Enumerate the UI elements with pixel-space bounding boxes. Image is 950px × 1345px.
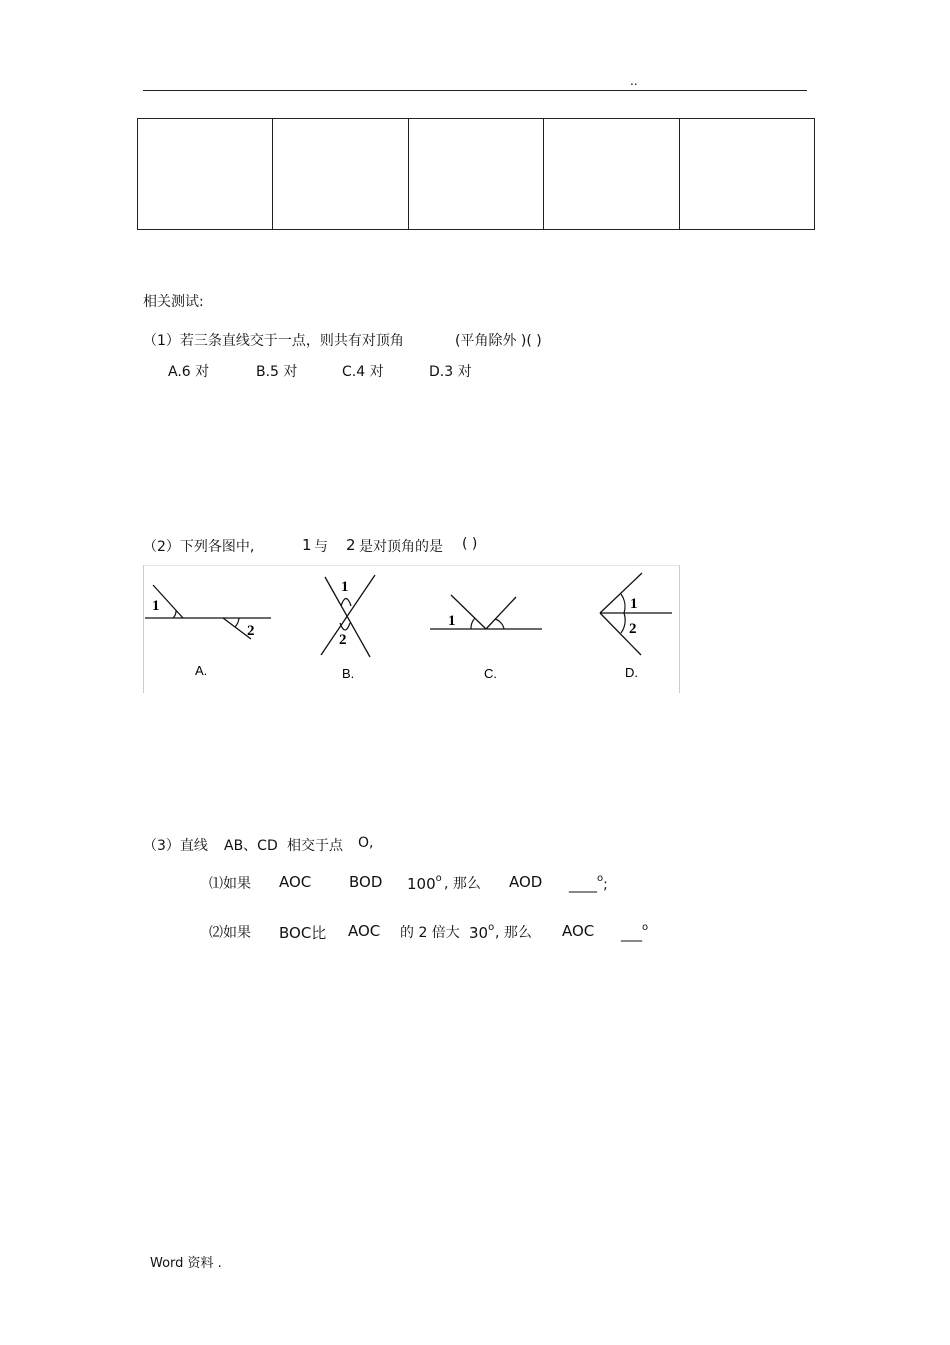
figure-a-angle-1: 1 xyxy=(152,598,160,614)
header-mark: .. xyxy=(630,74,638,88)
figure-b-label: B. xyxy=(342,666,355,681)
q3-sub1-bod: BOD xyxy=(349,873,383,891)
table-cell xyxy=(273,119,408,230)
q2-suffix: 是对顶角的是 xyxy=(359,539,443,555)
q1-option-c: C.4 对 xyxy=(342,364,384,380)
q3-point-o: O, xyxy=(358,835,374,851)
q3-sub1-label: ⑴如果 xyxy=(209,876,251,892)
q3-sub2-value-number: 30 xyxy=(469,924,489,942)
table-cell xyxy=(544,119,679,230)
q3-text: （3）直线 xyxy=(143,838,208,854)
q3-sub1-blank: ____ xyxy=(569,877,597,893)
q3-sub2-label: ⑵如果 xyxy=(209,925,251,941)
q3-sub2-boc: BOC比 xyxy=(279,924,327,942)
q3-sub2-value xyxy=(469,922,494,942)
q3-sub1-answer xyxy=(569,873,608,893)
q1-option-b: B.5 对 xyxy=(256,364,298,380)
figure-a xyxy=(145,585,271,678)
figure-d-angle-2: 2 xyxy=(629,621,637,637)
footer: Word 资料 . xyxy=(150,1256,222,1271)
section-title: 相关测试: xyxy=(143,294,204,310)
header-rule xyxy=(143,90,807,91)
q1-option-a: A.6 对 xyxy=(168,364,210,380)
table-row xyxy=(138,119,815,230)
q3-sub1-degree: o xyxy=(435,873,442,884)
figure-b-angle-2: 2 xyxy=(339,632,347,648)
q3-sub2-degree-2: o xyxy=(642,922,649,933)
figure-c xyxy=(430,595,542,681)
q3-sub1-value-number: 100 xyxy=(407,875,436,893)
figure-b-angle-1: 1 xyxy=(341,579,349,595)
table-cell xyxy=(679,119,814,230)
figure-a-label: A. xyxy=(195,663,208,678)
q2-paren: ( ) xyxy=(462,536,478,552)
q3-sub2-text2: , 那么 xyxy=(495,925,532,941)
q3-sub1-text: , 那么 xyxy=(444,876,481,892)
figure-d-angle-1: 1 xyxy=(630,596,638,612)
figure-d-label: D. xyxy=(625,665,638,680)
q3-sub2-degree: o xyxy=(488,922,495,933)
figure-d xyxy=(600,573,672,680)
angle-figures xyxy=(143,565,680,693)
q3-sub1-value xyxy=(407,873,442,893)
q3-sub1-degree-2: o xyxy=(597,873,604,884)
empty-table xyxy=(137,118,815,230)
q3-sub2-answer xyxy=(621,922,648,942)
figure-a-angle-2: 2 xyxy=(247,623,255,639)
q1-option-d: D.3 对 xyxy=(429,364,472,380)
figure-c-label: C. xyxy=(484,666,497,681)
q2-num1: 1 xyxy=(302,536,312,554)
q3-sub1-end: ; xyxy=(603,877,608,893)
q2-mid: 与 xyxy=(314,539,328,555)
angle-figures-svg xyxy=(143,565,680,693)
q3-sub1-aod: AOD xyxy=(509,873,543,891)
q3-text2: 相交于点 xyxy=(287,838,343,854)
q3-ab-cd: AB、CD xyxy=(224,838,278,854)
q2-num2: 2 xyxy=(346,536,356,554)
figure-b xyxy=(321,575,375,681)
q3-sub1-aoc: AOC xyxy=(279,873,312,891)
q2-prefix: （2）下列各图中, xyxy=(143,539,255,555)
q3-sub2-text: 的 2 倍大 xyxy=(400,925,460,941)
table-cell xyxy=(138,119,273,230)
q3-sub2-blank: ___ xyxy=(621,926,642,942)
table-cell xyxy=(408,119,543,230)
q3-sub2-aoc: AOC xyxy=(348,922,381,940)
q3-sub2-aoc-answer: AOC xyxy=(562,922,595,940)
q1-text: （1）若三条直线交于一点，则共有对顶角 xyxy=(143,333,404,349)
q1-paren: (平角除外 )( ) xyxy=(455,333,542,349)
figure-c-angle-1: 1 xyxy=(448,613,456,629)
